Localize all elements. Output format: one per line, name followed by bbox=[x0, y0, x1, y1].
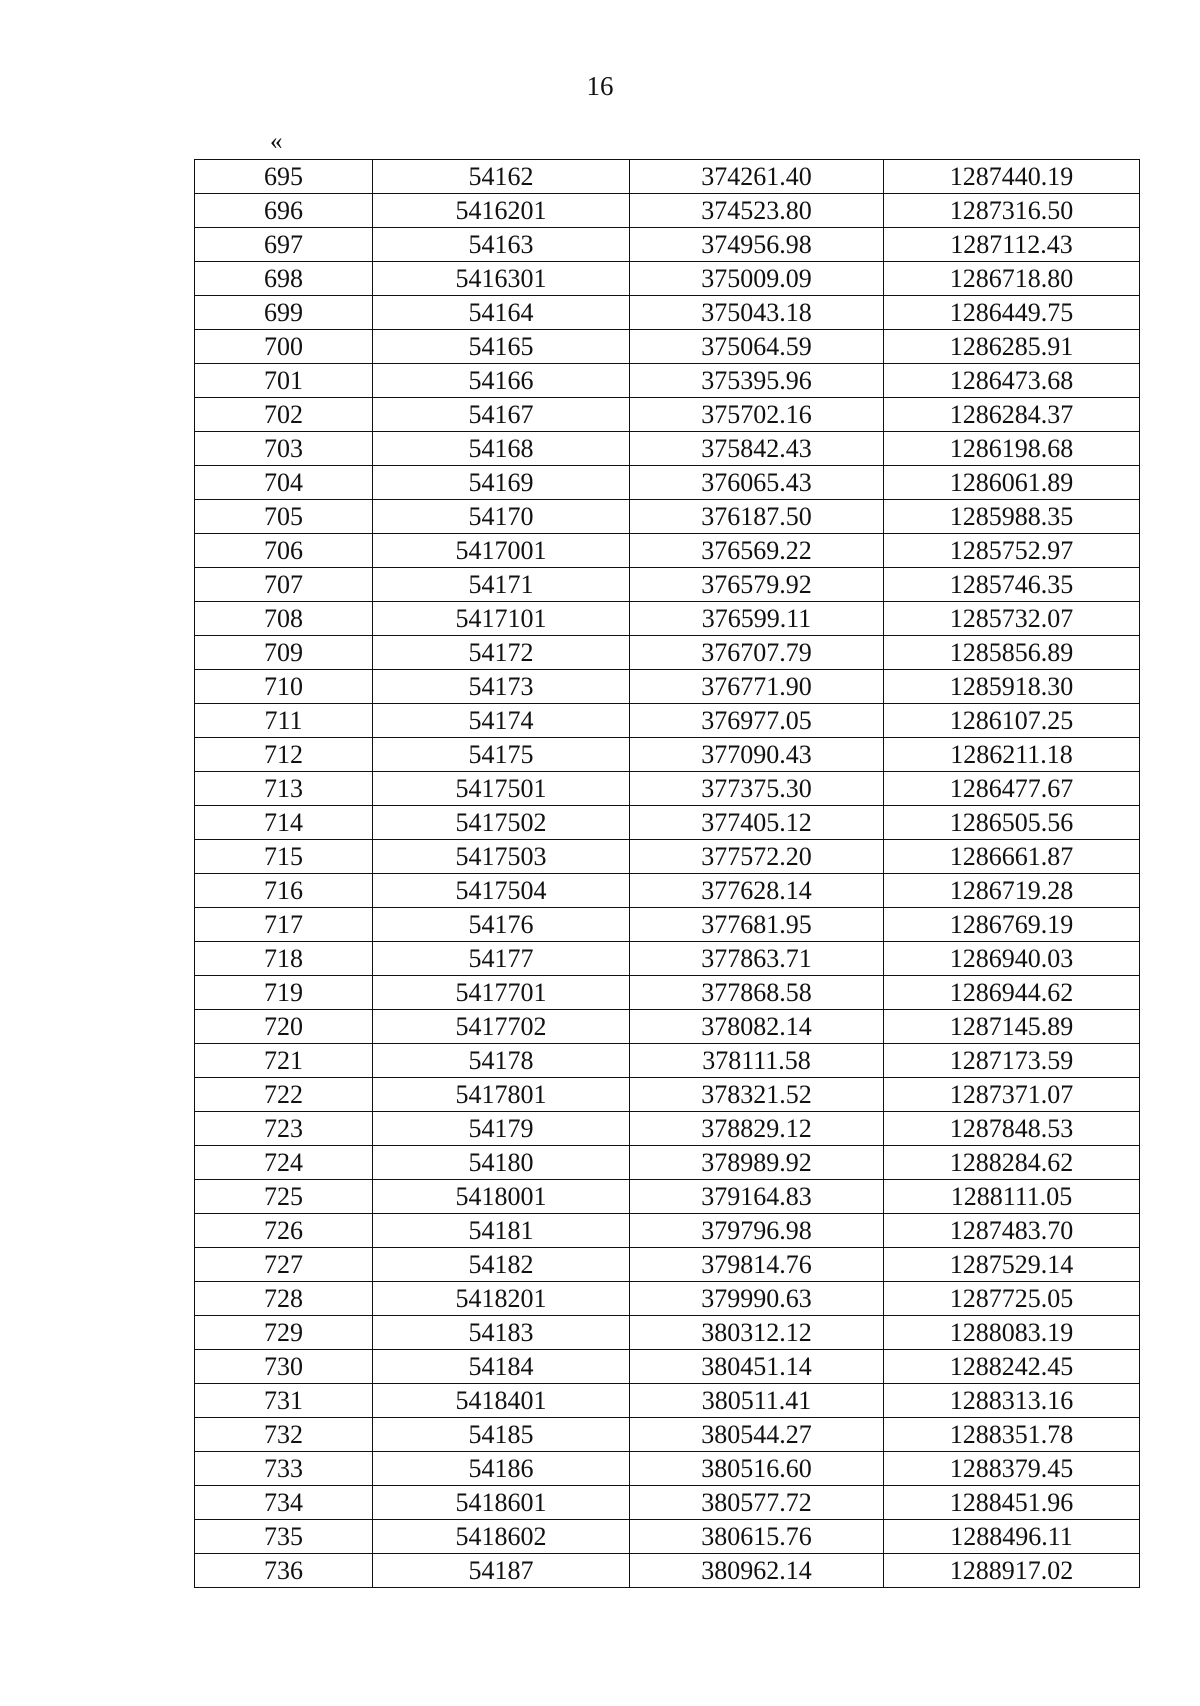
x-coordinate-cell: 375009.09 bbox=[630, 262, 884, 296]
y-coordinate-cell: 1288451.96 bbox=[884, 1486, 1140, 1520]
row-number-cell: 732 bbox=[195, 1418, 373, 1452]
x-coordinate-cell: 376771.90 bbox=[630, 670, 884, 704]
y-coordinate-cell: 1287371.07 bbox=[884, 1078, 1140, 1112]
y-coordinate-cell: 1286940.03 bbox=[884, 942, 1140, 976]
x-coordinate-cell: 378321.52 bbox=[630, 1078, 884, 1112]
x-coordinate-cell: 377863.71 bbox=[630, 942, 884, 976]
page-number: 16 bbox=[586, 71, 614, 101]
y-coordinate-cell: 1287173.59 bbox=[884, 1044, 1140, 1078]
y-coordinate-cell: 1285746.35 bbox=[884, 568, 1140, 602]
y-coordinate-cell: 1285988.35 bbox=[884, 500, 1140, 534]
table-row bbox=[195, 874, 1140, 908]
table-row bbox=[195, 670, 1140, 704]
row-number-cell: 733 bbox=[195, 1452, 373, 1486]
table-row bbox=[195, 500, 1140, 534]
row-number-cell: 725 bbox=[195, 1180, 373, 1214]
row-number-cell: 709 bbox=[195, 636, 373, 670]
x-coordinate-cell: 375842.43 bbox=[630, 432, 884, 466]
x-coordinate-cell: 378111.58 bbox=[630, 1044, 884, 1078]
x-coordinate-cell: 377681.95 bbox=[630, 908, 884, 942]
row-number-cell: 697 bbox=[195, 228, 373, 262]
table-row bbox=[195, 1316, 1140, 1350]
table-row bbox=[195, 330, 1140, 364]
point-id-cell: 54175 bbox=[373, 738, 630, 772]
y-coordinate-cell: 1287316.50 bbox=[884, 194, 1140, 228]
x-coordinate-cell: 376977.05 bbox=[630, 704, 884, 738]
x-coordinate-cell: 377572.20 bbox=[630, 840, 884, 874]
table-row bbox=[195, 1554, 1140, 1588]
point-id-cell: 54177 bbox=[373, 942, 630, 976]
x-coordinate-cell: 378989.92 bbox=[630, 1146, 884, 1180]
y-coordinate-cell: 1286061.89 bbox=[884, 466, 1140, 500]
row-number-cell: 722 bbox=[195, 1078, 373, 1112]
table-row bbox=[195, 1520, 1140, 1554]
y-coordinate-cell: 1286473.68 bbox=[884, 364, 1140, 398]
x-coordinate-cell: 377868.58 bbox=[630, 976, 884, 1010]
coordinates-table-body bbox=[195, 160, 1140, 1588]
point-id-cell: 5418602 bbox=[373, 1520, 630, 1554]
row-number-cell: 701 bbox=[195, 364, 373, 398]
y-coordinate-cell: 1286718.80 bbox=[884, 262, 1140, 296]
y-coordinate-cell: 1285752.97 bbox=[884, 534, 1140, 568]
table-row bbox=[195, 228, 1140, 262]
point-id-cell: 54182 bbox=[373, 1248, 630, 1282]
point-id-cell: 5418201 bbox=[373, 1282, 630, 1316]
table-row bbox=[195, 296, 1140, 330]
row-number-cell: 719 bbox=[195, 976, 373, 1010]
row-number-cell: 718 bbox=[195, 942, 373, 976]
row-number-cell: 726 bbox=[195, 1214, 373, 1248]
x-coordinate-cell: 377405.12 bbox=[630, 806, 884, 840]
point-id-cell: 54183 bbox=[373, 1316, 630, 1350]
y-coordinate-cell: 1286284.37 bbox=[884, 398, 1140, 432]
y-coordinate-cell: 1287483.70 bbox=[884, 1214, 1140, 1248]
row-number-cell: 707 bbox=[195, 568, 373, 602]
y-coordinate-cell: 1286944.62 bbox=[884, 976, 1140, 1010]
point-id-cell: 54179 bbox=[373, 1112, 630, 1146]
point-id-cell: 54186 bbox=[373, 1452, 630, 1486]
point-id-cell: 54163 bbox=[373, 228, 630, 262]
y-coordinate-cell: 1287145.89 bbox=[884, 1010, 1140, 1044]
table-row bbox=[195, 1146, 1140, 1180]
table-row bbox=[195, 1418, 1140, 1452]
table-row bbox=[195, 466, 1140, 500]
point-id-cell: 54172 bbox=[373, 636, 630, 670]
y-coordinate-cell: 1286449.75 bbox=[884, 296, 1140, 330]
row-number-cell: 731 bbox=[195, 1384, 373, 1418]
x-coordinate-cell: 380962.14 bbox=[630, 1554, 884, 1588]
x-coordinate-cell: 379990.63 bbox=[630, 1282, 884, 1316]
row-number-cell: 703 bbox=[195, 432, 373, 466]
table-row bbox=[195, 432, 1140, 466]
point-id-cell: 5417503 bbox=[373, 840, 630, 874]
table-row bbox=[195, 1112, 1140, 1146]
point-id-cell: 54176 bbox=[373, 908, 630, 942]
row-number-cell: 716 bbox=[195, 874, 373, 908]
y-coordinate-cell: 1288496.11 bbox=[884, 1520, 1140, 1554]
table-row bbox=[195, 636, 1140, 670]
coordinates-table bbox=[194, 159, 1140, 1588]
y-coordinate-cell: 1286477.67 bbox=[884, 772, 1140, 806]
row-number-cell: 695 bbox=[195, 160, 373, 194]
row-number-cell: 714 bbox=[195, 806, 373, 840]
point-id-cell: 5418401 bbox=[373, 1384, 630, 1418]
point-id-cell: 54178 bbox=[373, 1044, 630, 1078]
row-number-cell: 735 bbox=[195, 1520, 373, 1554]
y-coordinate-cell: 1288313.16 bbox=[884, 1384, 1140, 1418]
row-number-cell: 723 bbox=[195, 1112, 373, 1146]
row-number-cell: 720 bbox=[195, 1010, 373, 1044]
x-coordinate-cell: 377628.14 bbox=[630, 874, 884, 908]
row-number-cell: 710 bbox=[195, 670, 373, 704]
table-row bbox=[195, 840, 1140, 874]
y-coordinate-cell: 1285918.30 bbox=[884, 670, 1140, 704]
row-number-cell: 730 bbox=[195, 1350, 373, 1384]
table-row bbox=[195, 364, 1140, 398]
point-id-cell: 54181 bbox=[373, 1214, 630, 1248]
x-coordinate-cell: 377090.43 bbox=[630, 738, 884, 772]
y-coordinate-cell: 1288284.62 bbox=[884, 1146, 1140, 1180]
point-id-cell: 54162 bbox=[373, 160, 630, 194]
point-id-cell: 5417502 bbox=[373, 806, 630, 840]
x-coordinate-cell: 380312.12 bbox=[630, 1316, 884, 1350]
point-id-cell: 54173 bbox=[373, 670, 630, 704]
x-coordinate-cell: 376707.79 bbox=[630, 636, 884, 670]
point-id-cell: 5418001 bbox=[373, 1180, 630, 1214]
table-row bbox=[195, 704, 1140, 738]
row-number-cell: 711 bbox=[195, 704, 373, 738]
y-coordinate-cell: 1286505.56 bbox=[884, 806, 1140, 840]
x-coordinate-cell: 380577.72 bbox=[630, 1486, 884, 1520]
point-id-cell: 54169 bbox=[373, 466, 630, 500]
row-number-cell: 700 bbox=[195, 330, 373, 364]
y-coordinate-cell: 1288111.05 bbox=[884, 1180, 1140, 1214]
table-row bbox=[195, 1384, 1140, 1418]
table-row bbox=[195, 160, 1140, 194]
x-coordinate-cell: 376187.50 bbox=[630, 500, 884, 534]
point-id-cell: 5417001 bbox=[373, 534, 630, 568]
point-id-cell: 54165 bbox=[373, 330, 630, 364]
y-coordinate-cell: 1288351.78 bbox=[884, 1418, 1140, 1452]
row-number-cell: 705 bbox=[195, 500, 373, 534]
y-coordinate-cell: 1288242.45 bbox=[884, 1350, 1140, 1384]
y-coordinate-cell: 1287529.14 bbox=[884, 1248, 1140, 1282]
y-coordinate-cell: 1287725.05 bbox=[884, 1282, 1140, 1316]
table-row bbox=[195, 1350, 1140, 1384]
table-row bbox=[195, 772, 1140, 806]
point-id-cell: 54187 bbox=[373, 1554, 630, 1588]
y-coordinate-cell: 1285856.89 bbox=[884, 636, 1140, 670]
row-number-cell: 736 bbox=[195, 1554, 373, 1588]
x-coordinate-cell: 380516.60 bbox=[630, 1452, 884, 1486]
point-id-cell: 5417801 bbox=[373, 1078, 630, 1112]
x-coordinate-cell: 375043.18 bbox=[630, 296, 884, 330]
point-id-cell: 54171 bbox=[373, 568, 630, 602]
point-id-cell: 54185 bbox=[373, 1418, 630, 1452]
x-coordinate-cell: 378829.12 bbox=[630, 1112, 884, 1146]
row-number-cell: 708 bbox=[195, 602, 373, 636]
table-row bbox=[195, 806, 1140, 840]
point-id-cell: 54167 bbox=[373, 398, 630, 432]
y-coordinate-cell: 1286107.25 bbox=[884, 704, 1140, 738]
point-id-cell: 54180 bbox=[373, 1146, 630, 1180]
row-number-cell: 706 bbox=[195, 534, 373, 568]
x-coordinate-cell: 375702.16 bbox=[630, 398, 884, 432]
point-id-cell: 5418601 bbox=[373, 1486, 630, 1520]
table-row bbox=[195, 1486, 1140, 1520]
table-row bbox=[195, 568, 1140, 602]
point-id-cell: 54164 bbox=[373, 296, 630, 330]
row-number-cell: 729 bbox=[195, 1316, 373, 1350]
point-id-cell: 54166 bbox=[373, 364, 630, 398]
x-coordinate-cell: 376599.11 bbox=[630, 602, 884, 636]
point-id-cell: 5417702 bbox=[373, 1010, 630, 1044]
table-row bbox=[195, 1282, 1140, 1316]
table-row bbox=[195, 1214, 1140, 1248]
table-row bbox=[195, 1044, 1140, 1078]
point-id-cell: 54170 bbox=[373, 500, 630, 534]
x-coordinate-cell: 374261.40 bbox=[630, 160, 884, 194]
row-number-cell: 715 bbox=[195, 840, 373, 874]
y-coordinate-cell: 1286198.68 bbox=[884, 432, 1140, 466]
table-row bbox=[195, 1078, 1140, 1112]
table-row bbox=[195, 1248, 1140, 1282]
point-id-cell: 5417701 bbox=[373, 976, 630, 1010]
y-coordinate-cell: 1286211.18 bbox=[884, 738, 1140, 772]
y-coordinate-cell: 1288917.02 bbox=[884, 1554, 1140, 1588]
x-coordinate-cell: 380615.76 bbox=[630, 1520, 884, 1554]
point-id-cell: 54168 bbox=[373, 432, 630, 466]
point-id-cell: 5417504 bbox=[373, 874, 630, 908]
row-number-cell: 704 bbox=[195, 466, 373, 500]
x-coordinate-cell: 375064.59 bbox=[630, 330, 884, 364]
table-row bbox=[195, 534, 1140, 568]
table-row bbox=[195, 194, 1140, 228]
x-coordinate-cell: 379164.83 bbox=[630, 1180, 884, 1214]
row-number-cell: 734 bbox=[195, 1486, 373, 1520]
table-row bbox=[195, 398, 1140, 432]
y-coordinate-cell: 1288083.19 bbox=[884, 1316, 1140, 1350]
x-coordinate-cell: 376579.92 bbox=[630, 568, 884, 602]
x-coordinate-cell: 378082.14 bbox=[630, 1010, 884, 1044]
row-number-cell: 702 bbox=[195, 398, 373, 432]
row-number-cell: 712 bbox=[195, 738, 373, 772]
x-coordinate-cell: 376569.22 bbox=[630, 534, 884, 568]
row-number-cell: 727 bbox=[195, 1248, 373, 1282]
table-row bbox=[195, 738, 1140, 772]
y-coordinate-cell: 1287440.19 bbox=[884, 160, 1140, 194]
row-number-cell: 713 bbox=[195, 772, 373, 806]
y-coordinate-cell: 1285732.07 bbox=[884, 602, 1140, 636]
point-id-cell: 5416201 bbox=[373, 194, 630, 228]
row-number-cell: 698 bbox=[195, 262, 373, 296]
x-coordinate-cell: 380544.27 bbox=[630, 1418, 884, 1452]
x-coordinate-cell: 379814.76 bbox=[630, 1248, 884, 1282]
row-number-cell: 724 bbox=[195, 1146, 373, 1180]
table-row bbox=[195, 942, 1140, 976]
table-row bbox=[195, 1010, 1140, 1044]
point-id-cell: 5416301 bbox=[373, 262, 630, 296]
x-coordinate-cell: 374523.80 bbox=[630, 194, 884, 228]
continuation-mark: « bbox=[270, 128, 283, 155]
table-row bbox=[195, 602, 1140, 636]
row-number-cell: 717 bbox=[195, 908, 373, 942]
row-number-cell: 699 bbox=[195, 296, 373, 330]
point-id-cell: 5417101 bbox=[373, 602, 630, 636]
row-number-cell: 696 bbox=[195, 194, 373, 228]
row-number-cell: 721 bbox=[195, 1044, 373, 1078]
y-coordinate-cell: 1288379.45 bbox=[884, 1452, 1140, 1486]
y-coordinate-cell: 1286285.91 bbox=[884, 330, 1140, 364]
table-row bbox=[195, 1180, 1140, 1214]
table-row bbox=[195, 908, 1140, 942]
y-coordinate-cell: 1286661.87 bbox=[884, 840, 1140, 874]
y-coordinate-cell: 1287112.43 bbox=[884, 228, 1140, 262]
x-coordinate-cell: 375395.96 bbox=[630, 364, 884, 398]
x-coordinate-cell: 377375.30 bbox=[630, 772, 884, 806]
x-coordinate-cell: 376065.43 bbox=[630, 466, 884, 500]
point-id-cell: 5417501 bbox=[373, 772, 630, 806]
table-row bbox=[195, 976, 1140, 1010]
point-id-cell: 54174 bbox=[373, 704, 630, 738]
table-row bbox=[195, 262, 1140, 296]
point-id-cell: 54184 bbox=[373, 1350, 630, 1384]
row-number-cell: 728 bbox=[195, 1282, 373, 1316]
x-coordinate-cell: 380511.41 bbox=[630, 1384, 884, 1418]
x-coordinate-cell: 374956.98 bbox=[630, 228, 884, 262]
y-coordinate-cell: 1286719.28 bbox=[884, 874, 1140, 908]
y-coordinate-cell: 1286769.19 bbox=[884, 908, 1140, 942]
x-coordinate-cell: 379796.98 bbox=[630, 1214, 884, 1248]
table-row bbox=[195, 1452, 1140, 1486]
y-coordinate-cell: 1287848.53 bbox=[884, 1112, 1140, 1146]
x-coordinate-cell: 380451.14 bbox=[630, 1350, 884, 1384]
